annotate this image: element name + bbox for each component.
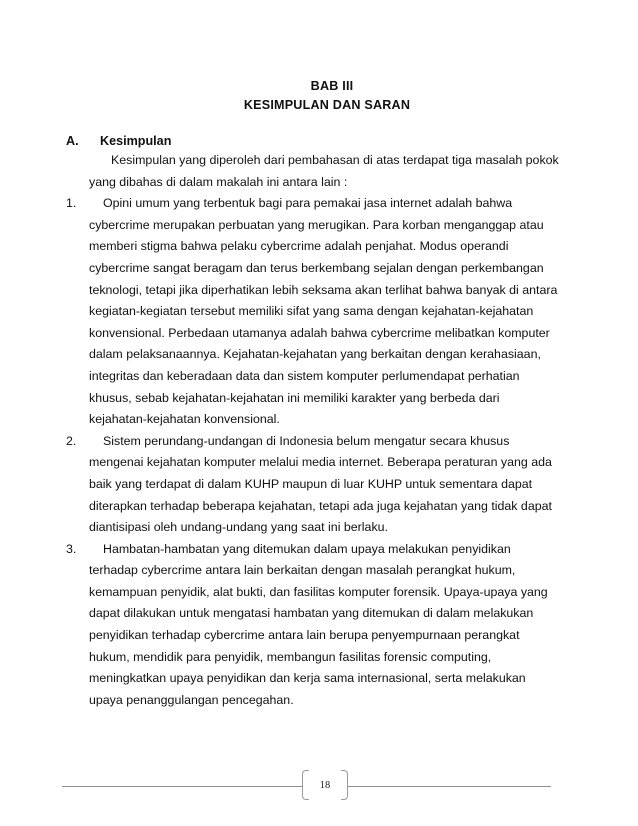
page-number-box bbox=[302, 770, 348, 800]
text-line: cybercrime merupakan perbuatan yang merugikan. Para korban menganggap atau bbox=[89, 217, 544, 232]
text-line: diterapkan terhadap beberapa kejahatan, tetapi ada juga kejahatan yang tidak dapat bbox=[89, 498, 552, 513]
text-line: Opini umum yang terbentuk bagi para pemakai jasa internet adalah bahwa bbox=[103, 196, 513, 211]
list-number: 2. bbox=[66, 433, 77, 448]
text-line: kejahatan-kejahatan konvensional. bbox=[89, 412, 280, 427]
text-line: penyidikan terhadap cybercrime antara lain berupa penyempurnaan perangkat bbox=[89, 628, 520, 643]
text-line: Hambatan-hambatan yang ditemukan dalam upaya melakukan penyidikan bbox=[103, 541, 511, 556]
section-heading bbox=[66, 134, 171, 148]
text-line: meningkatkan upaya penyidikan dan kerja sama internasional, serta melakukan bbox=[89, 671, 526, 686]
text-line: dapat dilakukan untuk mengatasi hambatan yang ditemukan di dalam melakukan bbox=[89, 606, 534, 621]
chapter-heading: BAB III bbox=[310, 79, 354, 93]
text-line: cybercrime sangat beragam dan terus berkembang sejalan dengan perkembangan bbox=[89, 260, 544, 275]
list-number: 3. bbox=[66, 541, 77, 556]
text-line: konvensional. Perbedaan utamanya adalah bahwa cybercrime melibatkan komputer bbox=[89, 325, 550, 340]
text-line: khusus, sebab kejahatan-kejahatan ini memiliki karakter yang berbeda dari bbox=[89, 390, 500, 405]
section-title: Kesimpulan bbox=[100, 134, 172, 148]
text-line: memberi stigma bahwa pelaku cybercrime adalah penjahat. Modus operandi bbox=[89, 239, 509, 254]
text-line: Sistem perundang-undangan di Indonesia belum mengatur secara khusus bbox=[103, 433, 510, 448]
text-line: upaya penanggulangan pencegahan. bbox=[89, 692, 294, 707]
intro-line: yang dibahas di dalam makalah ini antara lain : bbox=[89, 174, 348, 189]
text-line: diantisipasi oleh undang-undang yang saat ini berlaku. bbox=[89, 520, 388, 535]
list-item-3 bbox=[66, 539, 564, 712]
text-line: mengenai kejahatan komputer melalui media internet. Beberapa peraturan yang ada bbox=[89, 455, 552, 470]
list-item-2 bbox=[66, 431, 564, 539]
text-line: terhadap cybercrime antara lain berkaitan dengan masalah perangkat hukum, bbox=[89, 563, 516, 578]
body-content bbox=[66, 150, 564, 711]
page-number: 18 bbox=[319, 780, 331, 791]
section-letter: A. bbox=[66, 134, 79, 148]
chapter-title: KESIMPULAN DAN SARAN bbox=[243, 98, 411, 112]
text-line: integritas dan keberadaan data dan sistem komputer perlumendapat perhatian bbox=[89, 368, 520, 383]
intro-paragraph bbox=[89, 150, 564, 193]
text-line: baik yang terdapat di dalam KUHP maupun di luar KUHP untuk sementara dapat bbox=[89, 476, 533, 491]
text-line: dalam pelaksanaannya. Kejahatan-kejahatan yang berkaitan dengan kerahasiaan, bbox=[89, 347, 541, 362]
text-line: teknologi, tetapi jika diperhatikan lebih seksama akan terlihat bahwa banyak di antara bbox=[89, 282, 558, 297]
text-line: kemampuan penyidik, alat bukti, dan fasilitas komputer forensik. Upaya-upaya yang bbox=[89, 584, 548, 599]
list-number: 1. bbox=[66, 196, 77, 211]
intro-line: Kesimpulan yang diperoleh dari pembahasan di atas terdapat tiga masalah pokok bbox=[111, 153, 559, 167]
list-item-1 bbox=[66, 193, 564, 431]
text-line: hukum, mendidik para penyidik, membangun fasilitas forensic computing, bbox=[89, 649, 492, 664]
text-line: kegiatan-kegiatan tersebut memiliki sifat yang sama dengan kejahatan-kejahatan bbox=[89, 304, 534, 319]
